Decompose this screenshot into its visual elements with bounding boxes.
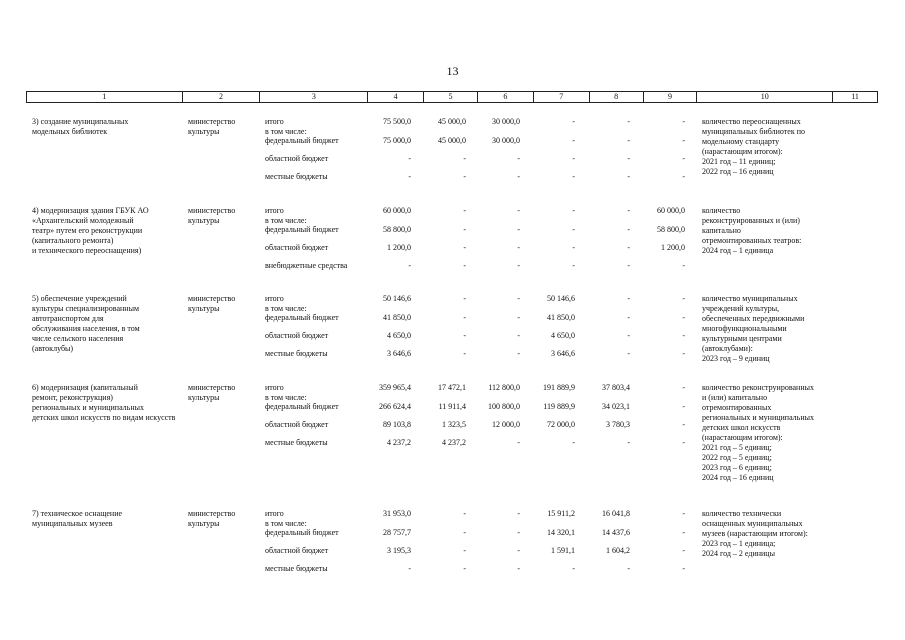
funding-value: - <box>572 438 575 447</box>
funding-value: - <box>517 509 520 518</box>
funding-value: - <box>627 564 630 573</box>
funding-value: 100 800,0 <box>488 402 520 411</box>
target-indicator: количество технически оснащенных муниципальных музеев (нарастающим итогом): 2023 год – 1 единица; 2024 год – 2 единицы <box>702 509 808 558</box>
measure-name: 4) модернизация здания ГБУК АО «Архангельский молодежный театр» путем его реконструкции (капитального ремонта) и технического переоснащения) <box>32 206 149 255</box>
funding-value: - <box>572 206 575 215</box>
funding-value: - <box>463 225 466 234</box>
funding-value: 4 237,2 <box>442 438 466 447</box>
funding-value: 266 624,4 <box>379 402 411 411</box>
funding-value: - <box>572 564 575 573</box>
funding-value: 1 200,0 <box>661 243 685 252</box>
funding-value: 1 591,1 <box>551 546 575 555</box>
funding-value: - <box>572 172 575 181</box>
funding-value: - <box>682 528 685 537</box>
funding-source-label: областной бюджет <box>265 243 329 252</box>
funding-value: - <box>682 402 685 411</box>
funding-value: - <box>517 261 520 270</box>
funding-value: - <box>517 243 520 252</box>
funding-value: - <box>408 564 411 573</box>
funding-source-label: местные бюджеты <box>265 349 328 358</box>
funding-value: - <box>627 206 630 215</box>
funding-value: - <box>627 261 630 270</box>
target-indicator: количество муниципальных учреждений культуры, обеспеченных передвижными многофункциональными культурными центрами (автоклубами): 2023 год – 9 единиц <box>702 294 805 363</box>
funding-value: - <box>627 313 630 322</box>
funding-value: - <box>572 117 575 126</box>
funding-value: 4 237,2 <box>387 438 411 447</box>
funding-value: - <box>627 225 630 234</box>
funding-value: 37 803,4 <box>602 383 630 392</box>
measure-name: 3) создание муниципальных модельных библиотек <box>32 117 129 136</box>
funding-value: 3 780,3 <box>606 420 630 429</box>
funding-value: 72 000,0 <box>547 420 575 429</box>
funding-value: 75 000,0 <box>383 136 411 145</box>
funding-value: 11 911,4 <box>438 402 466 411</box>
funding-value: - <box>627 136 630 145</box>
funding-value: - <box>572 136 575 145</box>
funding-value: - <box>517 225 520 234</box>
funding-value: - <box>463 294 466 303</box>
funding-value: 31 953,0 <box>383 509 411 518</box>
funding-value: 60 000,0 <box>657 206 685 215</box>
funding-value: - <box>627 154 630 163</box>
funding-value: - <box>517 564 520 573</box>
funding-source-label: итого в том числе: <box>265 509 307 528</box>
funding-value: 12 000,0 <box>492 420 520 429</box>
header-col-5: 5 <box>424 92 478 102</box>
funding-value: 1 323,5 <box>442 420 466 429</box>
funding-source-label: федеральный бюджет <box>265 225 339 234</box>
funding-value: - <box>463 331 466 340</box>
funding-source-label: внебюджетные средства <box>265 261 348 270</box>
funding-value: 30 000,0 <box>492 117 520 126</box>
funding-value: - <box>517 206 520 215</box>
header-col-1: 1 <box>27 92 183 102</box>
funding-value: 34 023,1 <box>602 402 630 411</box>
header-col-3: 3 <box>260 92 368 102</box>
funding-value: 41 850,0 <box>383 313 411 322</box>
funding-value: - <box>627 438 630 447</box>
funding-value: 60 000,0 <box>383 206 411 215</box>
header-col-11: 11 <box>851 92 859 101</box>
funding-value: - <box>627 331 630 340</box>
funding-value: 15 911,2 <box>547 509 575 518</box>
funding-source-label: местные бюджеты <box>265 564 328 573</box>
funding-source-label: итого в том числе: <box>265 206 307 225</box>
funding-value: 119 889,9 <box>543 402 575 411</box>
funding-value: - <box>463 349 466 358</box>
funding-value: - <box>627 349 630 358</box>
funding-value: 16 041,8 <box>602 509 630 518</box>
funding-value: 4 650,0 <box>551 331 575 340</box>
funding-value: - <box>463 546 466 555</box>
funding-value: - <box>572 225 575 234</box>
responsible-executor: министерство культуры <box>188 206 236 225</box>
funding-value: - <box>517 546 520 555</box>
funding-value: 50 146,6 <box>383 294 411 303</box>
funding-value: - <box>627 243 630 252</box>
funding-value: 41 850,0 <box>547 313 575 322</box>
funding-source-label: областной бюджет <box>265 420 329 429</box>
funding-value: - <box>463 528 466 537</box>
target-indicator: количество реконструированных и (или) капитально отремонтированных региональных и муниципальных детских школ искусств (нарастающим итогом): 2021 год – 5 единиц; 2022 год – 5 единиц; 2023 год – 6 единиц; 2024 год – 16 единиц <box>702 383 814 482</box>
funding-value: 3 195,3 <box>387 546 411 555</box>
table-header <box>26 91 878 103</box>
funding-value: 30 000,0 <box>492 136 520 145</box>
funding-value: 89 103,8 <box>383 420 411 429</box>
funding-value: - <box>682 261 685 270</box>
funding-value: - <box>408 154 411 163</box>
funding-source-label: областной бюджет <box>265 331 329 340</box>
funding-value: 28 757,7 <box>383 528 411 537</box>
funding-value: - <box>682 420 685 429</box>
header-col-9: 9 <box>644 92 698 102</box>
funding-value: - <box>517 349 520 358</box>
header-col-7: 7 <box>534 92 590 102</box>
funding-value: 58 800,0 <box>383 225 411 234</box>
measure-name: 7) техническое оснащение муниципальных музеев <box>32 509 123 528</box>
target-indicator: количество переоснащенных муниципальных библиотек по модельному стандарту (нарастающим итогом): 2021 год – 11 единиц; 2022 год – 16 единиц <box>702 117 805 176</box>
header-col-2: 2 <box>183 92 261 102</box>
funding-value: - <box>572 154 575 163</box>
funding-value: - <box>463 509 466 518</box>
funding-value: - <box>682 509 685 518</box>
funding-value: - <box>627 117 630 126</box>
funding-value: - <box>682 313 685 322</box>
funding-value: - <box>682 438 685 447</box>
funding-value: - <box>682 136 685 145</box>
funding-value: - <box>517 172 520 181</box>
funding-value: 14 320,1 <box>547 528 575 537</box>
funding-value: - <box>572 261 575 270</box>
funding-value: - <box>682 349 685 358</box>
funding-value: 58 800,0 <box>657 225 685 234</box>
funding-value: - <box>682 117 685 126</box>
funding-source-label: итого в том числе: <box>265 117 307 136</box>
funding-value: 45 000,0 <box>438 136 466 145</box>
funding-source-label: областной бюджет <box>265 546 329 555</box>
funding-value: - <box>682 546 685 555</box>
funding-value: - <box>463 313 466 322</box>
funding-value: 4 650,0 <box>387 331 411 340</box>
funding-source-label: федеральный бюджет <box>265 313 339 322</box>
funding-value: 3 646,6 <box>551 349 575 358</box>
header-col-4: 4 <box>368 92 424 102</box>
funding-value: 50 146,6 <box>547 294 575 303</box>
funding-value: 3 646,6 <box>387 349 411 358</box>
funding-value: - <box>682 154 685 163</box>
funding-value: - <box>627 172 630 181</box>
measure-name: 5) обеспечение учреждений культуры специализированным автотранспортом для обслуживания населения, в том числе сельского населения (автоклубы) <box>32 294 140 353</box>
measure-name: 6) модернизация (капитальный ремонт, реконструкция) региональных и муниципальных детских школ искусств по видам искусств <box>32 383 176 422</box>
funding-value: 191 889,9 <box>543 383 575 392</box>
funding-source-label: итого в том числе: <box>265 383 307 402</box>
funding-value: - <box>572 243 575 252</box>
funding-source-label: областной бюджет <box>265 154 329 163</box>
funding-value: - <box>463 206 466 215</box>
funding-value: 1 200,0 <box>387 243 411 252</box>
funding-value: 112 800,0 <box>488 383 520 392</box>
funding-value: 45 000,0 <box>438 117 466 126</box>
funding-source-label: федеральный бюджет <box>265 402 339 411</box>
header-col-8: 8 <box>590 92 644 102</box>
funding-value: - <box>517 294 520 303</box>
funding-value: - <box>682 383 685 392</box>
funding-value: - <box>463 564 466 573</box>
funding-value: - <box>682 331 685 340</box>
funding-source-label: итого в том числе: <box>265 294 307 313</box>
funding-value: - <box>682 294 685 303</box>
funding-value: - <box>463 261 466 270</box>
funding-value: - <box>517 331 520 340</box>
target-indicator: количество реконструированных и (или) капитально отремонтированных театров: 2024 год – 1 единица <box>702 206 802 255</box>
funding-value: - <box>517 438 520 447</box>
funding-value: - <box>627 294 630 303</box>
header-col-6: 6 <box>478 92 534 102</box>
funding-value: 359 965,4 <box>379 383 411 392</box>
funding-source-label: местные бюджеты <box>265 438 328 447</box>
funding-value: - <box>517 528 520 537</box>
funding-source-label: федеральный бюджет <box>265 528 339 537</box>
responsible-executor: министерство культуры <box>188 509 236 528</box>
responsible-executor: министерство культуры <box>188 383 236 402</box>
funding-value: - <box>463 154 466 163</box>
funding-value: 75 500,0 <box>383 117 411 126</box>
funding-value: - <box>408 261 411 270</box>
funding-value: 14 437,6 <box>602 528 630 537</box>
funding-value: - <box>517 154 520 163</box>
funding-source-label: местные бюджеты <box>265 172 328 181</box>
page-number: 13 <box>446 64 459 78</box>
funding-source-label: федеральный бюджет <box>265 136 339 145</box>
header-col-10: 10 <box>697 92 833 102</box>
funding-value: - <box>682 564 685 573</box>
responsible-executor: министерство культуры <box>188 117 236 136</box>
funding-value: - <box>682 172 685 181</box>
funding-value: - <box>517 313 520 322</box>
funding-value: - <box>408 172 411 181</box>
funding-value: 17 472,1 <box>438 383 466 392</box>
responsible-executor: министерство культуры <box>188 294 236 313</box>
funding-value: - <box>463 243 466 252</box>
funding-value: - <box>463 172 466 181</box>
funding-value: 1 604,2 <box>606 546 630 555</box>
